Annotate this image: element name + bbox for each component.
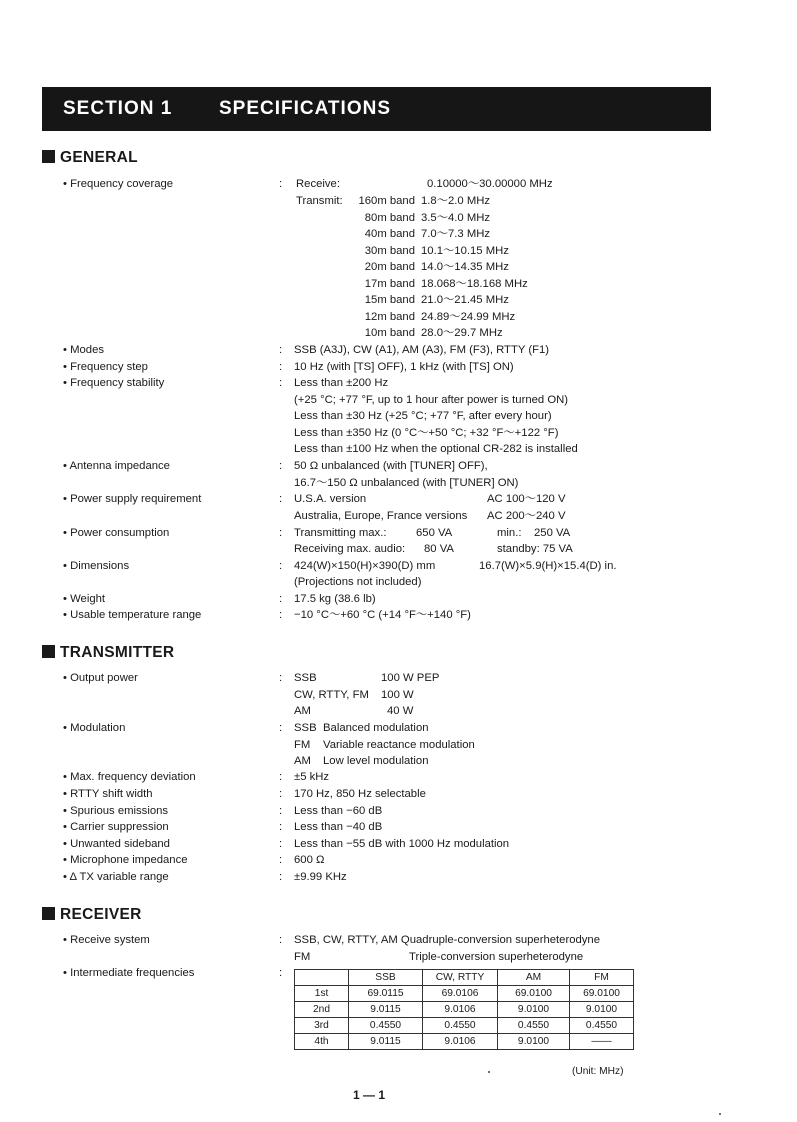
receive-label: Receive: xyxy=(296,178,340,190)
output-power: 40 W xyxy=(387,705,414,717)
band-range: 7.0～7.3 MHz xyxy=(421,228,491,240)
consumption-min-value: 250 VA xyxy=(534,527,571,539)
supply-eu-value: AC 200～240 V xyxy=(487,510,566,522)
colon: : xyxy=(279,871,283,883)
consumption-min-label: min.: xyxy=(497,527,522,539)
colon: : xyxy=(279,967,283,979)
table-cell: 4th xyxy=(295,1034,349,1050)
table-cell: 3rd xyxy=(295,1018,349,1034)
colon: : xyxy=(279,460,283,472)
table-row xyxy=(295,1034,634,1050)
frequency-step-label: • Frequency step xyxy=(63,361,148,373)
table-row xyxy=(295,986,634,1002)
band-name: 10m band xyxy=(364,327,415,339)
table-row xyxy=(295,1002,634,1018)
table-header-cell: CW, RTTY xyxy=(423,970,498,986)
temperature-label: • Usable temperature range xyxy=(63,609,202,621)
colon: : xyxy=(279,854,283,866)
colon: : xyxy=(279,609,283,621)
band-range: 24.89～24.99 MHz xyxy=(421,311,516,323)
table-cell: 9.0115 xyxy=(349,1002,423,1018)
section-number: SECTION 1 xyxy=(63,98,173,119)
colon: : xyxy=(279,493,283,505)
band-name: 40m band xyxy=(364,228,415,240)
receiver-heading: RECEIVER xyxy=(42,906,142,924)
stability-line: (+25 °C; +77 °F, up to 1 hour after power is turned ON) xyxy=(294,394,569,406)
power-consumption-label: • Power consumption xyxy=(63,527,170,539)
carrier-suppression-value: Less than −40 dB xyxy=(294,821,383,833)
frequency-stability-label: • Frequency stability xyxy=(63,377,165,389)
band-name: 12m band xyxy=(364,311,415,323)
table-cell: 69.0115 xyxy=(349,986,423,1002)
max-deviation-value: ±5 kHz xyxy=(294,771,330,783)
receive-system-fm-value: Triple-conversion superheterodyne xyxy=(409,951,584,963)
table-cell: 69.0100 xyxy=(570,986,634,1002)
table-cell: 9.0115 xyxy=(349,1034,423,1050)
modulation-mode: FM xyxy=(294,739,311,751)
table-unit: (Unit: MHz) xyxy=(572,1066,624,1077)
receive-value: 0.10000～30.00000 MHz xyxy=(427,178,553,190)
colon: : xyxy=(279,527,283,539)
dimensions-label: • Dimensions xyxy=(63,560,130,572)
intermediate-frequencies-label: • Intermediate frequencies xyxy=(63,967,195,979)
consumption-rx-label: Receiving max. audio: xyxy=(294,543,406,555)
band-range: 10.1～10.15 MHz xyxy=(421,245,509,257)
output-mode: AM xyxy=(294,705,311,717)
unwanted-sideband-label: • Unwanted sideband xyxy=(63,838,170,850)
band-name: 20m band xyxy=(364,261,415,273)
stability-line: Less than ±30 Hz (+25 °C; +77 °F, after every hour) xyxy=(294,410,552,422)
table-header-cell: FM xyxy=(570,970,634,986)
supply-eu-version: Australia, Europe, France versions xyxy=(294,510,468,522)
table-header-row xyxy=(295,970,634,986)
colon: : xyxy=(279,361,283,373)
colon: : xyxy=(279,771,283,783)
colon: : xyxy=(279,593,283,605)
section-banner xyxy=(42,87,711,131)
consumption-tx-label: Transmitting max.: xyxy=(294,527,387,539)
modes-value: SSB (A3J), CW (A1), AM (A3), FM (F3), RTTY (F1) xyxy=(294,344,550,356)
dimensions-in: 16.7(W)×5.9(H)×15.4(D) in. xyxy=(479,560,617,572)
modulation-type: Variable reactance modulation xyxy=(323,739,475,751)
colon: : xyxy=(279,672,283,684)
band-range: 1.8～2.0 MHz xyxy=(421,195,491,207)
table-cell: 1st xyxy=(295,986,349,1002)
table-row xyxy=(295,1018,634,1034)
table-cell: 9.0106 xyxy=(423,1002,498,1018)
transmitter-heading: TRANSMITTER xyxy=(42,644,174,662)
if-table xyxy=(294,969,634,1050)
unwanted-sideband-value: Less than −55 dB with 1000 Hz modulation xyxy=(294,838,510,850)
receive-system-line: SSB, CW, RTTY, AM Quadruple-conversion superheterodyne xyxy=(294,934,601,946)
colon: : xyxy=(279,805,283,817)
table-cell: 0.4550 xyxy=(423,1018,498,1034)
table-cell: —— xyxy=(570,1034,634,1050)
modulation-type: Low level modulation xyxy=(323,755,429,767)
table-cell: 69.0106 xyxy=(423,986,498,1002)
stability-line: Less than ±200 Hz xyxy=(294,377,389,389)
transmit-label: Transmit: xyxy=(296,195,343,207)
output-mode: SSB xyxy=(294,672,317,684)
band-range: 18.068～18.168 MHz xyxy=(421,278,528,290)
receive-system-fm: FM xyxy=(294,951,311,963)
table-cell: 69.0100 xyxy=(498,986,570,1002)
dimensions-mm: 424(W)×150(H)×390(D) mm xyxy=(294,560,436,572)
delta-tx-value: ±9.99 KHz xyxy=(294,871,347,883)
carrier-suppression-label: • Carrier suppression xyxy=(63,821,169,833)
square-bullet-icon xyxy=(42,150,55,163)
consumption-tx-max: 650 VA xyxy=(416,527,453,539)
modes-label: • Modes xyxy=(63,344,105,356)
band-name: 15m band xyxy=(364,294,415,306)
colon: : xyxy=(279,838,283,850)
supply-us-version: U.S.A. version xyxy=(294,493,367,505)
rtty-shift-label: • RTTY shift width xyxy=(63,788,153,800)
section-title: SPECIFICATIONS xyxy=(219,98,391,119)
band-name: 160m band xyxy=(358,195,415,207)
scan-speck xyxy=(719,1113,721,1115)
max-deviation-label: • Max. frequency deviation xyxy=(63,771,196,783)
table-cell: 9.0100 xyxy=(570,1002,634,1018)
band-range: 28.0～29.7 MHz xyxy=(421,327,503,339)
output-mode: CW, RTTY, FM xyxy=(294,689,369,701)
colon: : xyxy=(279,934,283,946)
band-range: 3.5～4.0 MHz xyxy=(421,212,491,224)
weight-label: • Weight xyxy=(63,593,106,605)
stability-line: Less than ±100 Hz when the optional CR-282 is installed xyxy=(294,443,578,455)
power-supply-label: • Power supply requirement xyxy=(63,493,202,505)
modulation-type: Balanced modulation xyxy=(323,722,429,734)
scan-speck xyxy=(488,1071,490,1073)
table-cell: 9.0106 xyxy=(423,1034,498,1050)
table-cell: 0.4550 xyxy=(498,1018,570,1034)
colon: : xyxy=(279,178,283,190)
colon: : xyxy=(279,560,283,572)
colon: : xyxy=(279,344,283,356)
modulation-mode: SSB xyxy=(294,722,317,734)
table-cell: 0.4550 xyxy=(570,1018,634,1034)
spurious-value: Less than −60 dB xyxy=(294,805,383,817)
microphone-impedance-value: 600 Ω xyxy=(294,854,325,866)
spurious-label: • Spurious emissions xyxy=(63,805,169,817)
table-cell: 9.0100 xyxy=(498,1002,570,1018)
frequency-step-value: 10 Hz (with [TS] OFF), 1 kHz (with [TS] ON) xyxy=(294,361,514,373)
supply-us-value: AC 100～120 V xyxy=(487,493,566,505)
stability-line: Less than ±350 Hz (0 °C～+50 °C; +32 °F～+122 °F) xyxy=(294,427,559,439)
band-range: 14.0～14.35 MHz xyxy=(421,261,509,273)
output-power: 100 W PEP xyxy=(381,672,440,684)
temperature-value: −10 °C～+60 °C (+14 °F～+140 °F) xyxy=(294,609,471,621)
square-bullet-icon xyxy=(42,645,55,658)
output-power-label: • Output power xyxy=(63,672,138,684)
general-heading: GENERAL xyxy=(42,149,138,167)
band-name: 30m band xyxy=(364,245,415,257)
frequency-coverage-label: • Frequency coverage xyxy=(63,178,174,190)
delta-tx-label: • Δ TX variable range xyxy=(63,871,169,883)
band-range: 21.0～21.45 MHz xyxy=(421,294,509,306)
table-cell: 9.0100 xyxy=(498,1034,570,1050)
table-header-cell: AM xyxy=(498,970,570,986)
band-name: 17m band xyxy=(364,278,415,290)
table-cell: 2nd xyxy=(295,1002,349,1018)
consumption-rx-max: 80 VA xyxy=(424,543,454,555)
colon: : xyxy=(279,722,283,734)
table-cell: 0.4550 xyxy=(349,1018,423,1034)
table-header-cell xyxy=(295,970,349,986)
receive-system-label: • Receive system xyxy=(63,934,150,946)
antenna-line: 50 Ω unbalanced (with [TUNER] OFF), xyxy=(294,460,488,472)
antenna-line: 16.7～150 Ω unbalanced (with [TUNER] ON) xyxy=(294,477,519,489)
modulation-label: • Modulation xyxy=(63,722,126,734)
band-name: 80m band xyxy=(364,212,415,224)
square-bullet-icon xyxy=(42,907,55,920)
consumption-standby: standby: 75 VA xyxy=(497,543,573,555)
microphone-impedance-label: • Microphone impedance xyxy=(63,854,188,866)
antenna-impedance-label: • Antenna impedance xyxy=(63,460,170,472)
output-power: 100 W xyxy=(381,689,414,701)
colon: : xyxy=(279,788,283,800)
colon: : xyxy=(279,377,283,389)
dimensions-note: (Projections not included) xyxy=(294,576,422,588)
rtty-shift-value: 170 Hz, 850 Hz selectable xyxy=(294,788,426,800)
table-header-cell: SSB xyxy=(349,970,423,986)
page-number: 1 — 1 xyxy=(353,1088,386,1102)
modulation-mode: AM xyxy=(294,755,311,767)
colon: : xyxy=(279,821,283,833)
weight-value: 17.5 kg (38.6 lb) xyxy=(294,593,376,605)
